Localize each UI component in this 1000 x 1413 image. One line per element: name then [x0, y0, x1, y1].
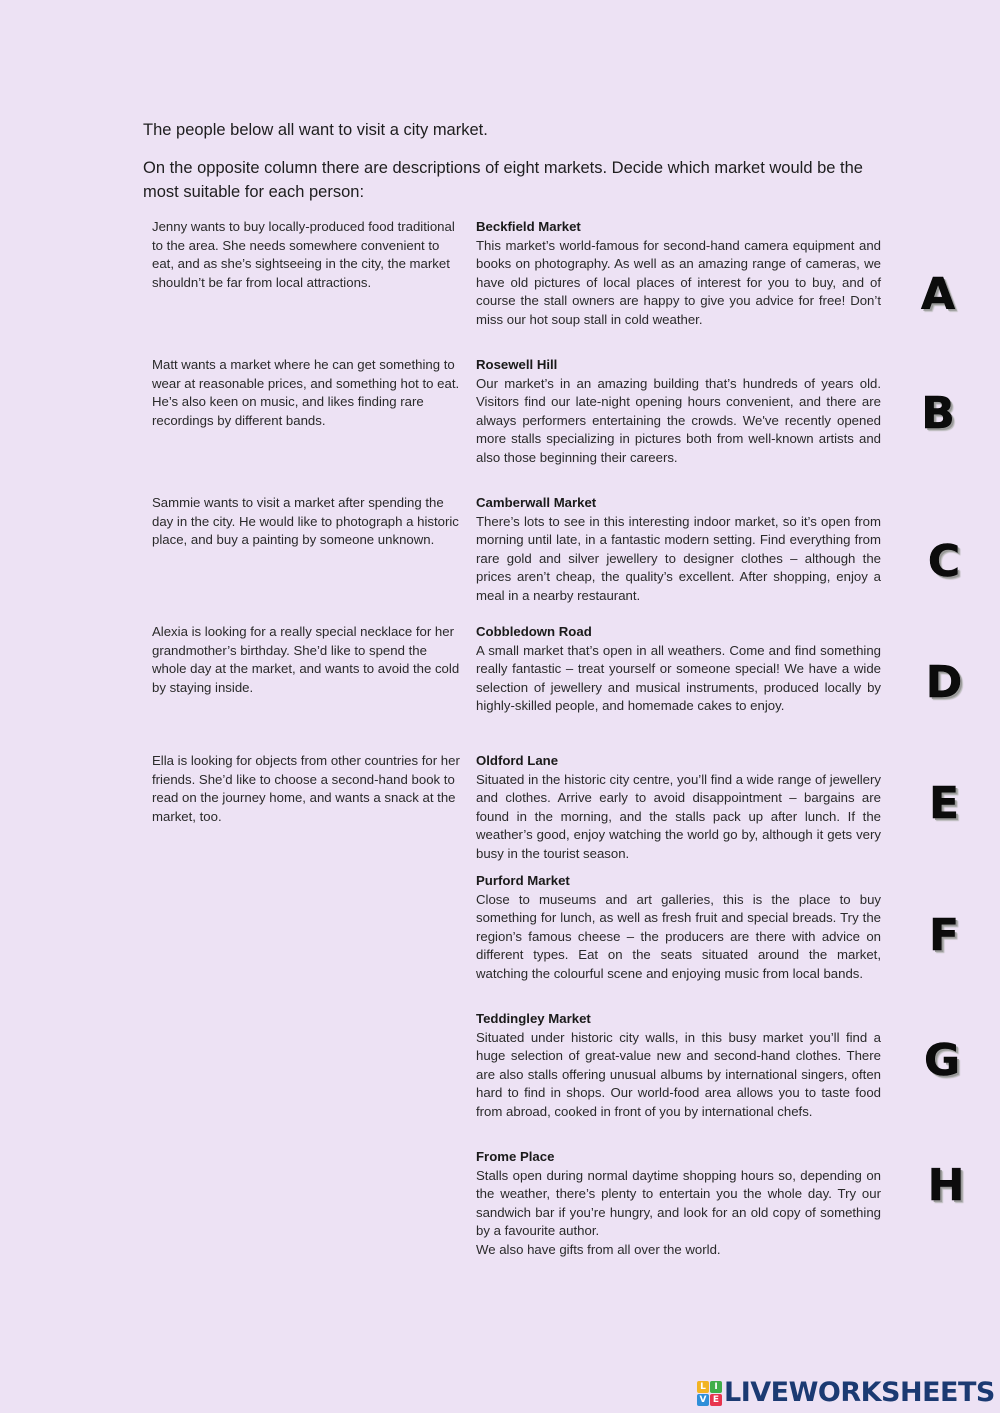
market-description: This market’s world-famous for second-hand camera equipment and books on photography. As well as an amazing range of cameras, we have old pictures of local places of interest for you to buy, and of course the stall owners are happy to give you advice for free! Don’t miss our hot soup stall in cold weather. — [476, 237, 881, 327]
market-title: Cobbledown Road — [476, 624, 592, 639]
market-title: Camberwall Market — [476, 495, 597, 510]
market-title: Oldford Lane — [476, 753, 559, 768]
market-description: Situated under historic city walls, in this busy market you’ll find a huge selection of great-value new and second-hand clothes. There are also stalls offering unusual albums by international singers, often hard to find in shops. Our world-food area allows you to taste food from abroad, cooked in front of you by international chefs. — [476, 1029, 881, 1119]
person-jenny: Jenny wants to buy locally-produced food traditional to the area. She needs somewhere convenient to eat, and as she’s sightseeing in the city, the market shouldn’t be far from local attractions. — [152, 219, 455, 290]
market-f — [476, 872, 881, 983]
logo-tile: V — [697, 1394, 709, 1406]
letter-a: A — [920, 269, 956, 320]
market-title: Purford Market — [476, 873, 570, 888]
logo-text: LIVEWORKSHEETS — [724, 1377, 995, 1408]
market-title: Teddingley Market — [476, 1011, 591, 1026]
market-b — [476, 356, 881, 467]
market-description: Close to museums and art galleries, this is the place to buy something for lunch, as well as fresh fruit and special breads. Try the region’s famous cheese – the producers are there with advice on different types. Eat on the seats situated around the market, watching the colourful scene and enjoying music from local bands. — [476, 891, 881, 981]
letter-g: G — [923, 1035, 961, 1086]
market-g — [476, 1010, 881, 1121]
person-matt: Matt wants a market where he can get something to wear at reasonable prices, and something hot to eat. He’s also keen on music, and likes finding rare recordings by different bands. — [152, 357, 460, 428]
market-title: Beckfield Market — [476, 219, 581, 234]
letter-d: D — [925, 657, 963, 708]
market-e — [476, 752, 881, 863]
market-description: A small market that’s open in all weathers. Come and find something really fantastic – treat yourself or someone special! We have a wide selection of jewellery and musical instruments, produced locally by highly-skilled people, and homemade cakes to enjoy. — [476, 642, 881, 713]
market-d — [476, 623, 881, 716]
letter-f: F — [928, 910, 960, 961]
letter-e: E — [928, 778, 960, 829]
market-title: Rosewell Hill — [476, 357, 558, 372]
market-description-extra: We also have gifts from all over the world. — [476, 1241, 721, 1257]
letter-c: C — [927, 536, 961, 587]
person-alexia: Alexia is looking for a really special necklace for her grandmother’s birthday. She’d like to spend the whole day at the market, and wants to avoid the cold by staying inside. — [152, 624, 460, 695]
intro-line-2: On the opposite column there are descriptions of eight markets. Decide which market would be the most suitable for each person: — [143, 159, 863, 201]
letter-b: B — [921, 388, 955, 439]
intro-line-1: The people below all want to visit a city market. — [143, 121, 488, 139]
market-c — [476, 494, 881, 605]
liveworksheets-logo[interactable] — [697, 1378, 995, 1408]
market-description: Stalls open during normal daytime shopping hours so, depending on the weather, there’s plenty to entertain you the whole day. Try our sandwich bar if you’re hungry, and look for an old copy of something by a favourite author. — [476, 1167, 881, 1238]
person-sammie: Sammie wants to visit a market after spending the day in the city. He would like to photograph a historic place, and buy a painting by someone unknown. — [152, 495, 459, 547]
letter-h: H — [927, 1160, 965, 1211]
market-description: There’s lots to see in this interesting indoor market, so it’s open from morning until late, in a fantastic modern setting. Find everything from rare gold and silver jewellery to designer clothes – although the prices aren’t cheap, the quality’s excellent. After shopping, enjoy a meal in a nearby restaurant. — [476, 513, 881, 603]
market-a — [476, 218, 881, 329]
person-ella: Ella is looking for objects from other countries for her friends. She’d like to choose a second-hand book to read on the journey home, and wants a snack at the market, too. — [152, 753, 460, 824]
logo-tiles-icon — [697, 1381, 722, 1406]
market-description: Our market’s in an amazing building that’s hundreds of years old. Visitors find our late-night opening hours convenient, and there are always performers entertaining the crowds. We've recently opened more stalls specializing in pictures both from well-known artists and also those beginning their careers. — [476, 375, 881, 465]
logo-tile: L — [697, 1381, 709, 1393]
market-h — [476, 1148, 881, 1259]
market-title: Frome Place — [476, 1149, 555, 1164]
logo-tile: I — [710, 1381, 722, 1393]
market-description: Situated in the historic city centre, you’ll find a wide range of jewellery and clothes. Arrive early to avoid disappointment – bargains are found in the morning, and the stalls pack up after lunch. If the weather’s good, enjoy watching the world go by, although it gets very busy in the tourist season. — [476, 771, 881, 861]
logo-tile: E — [710, 1394, 722, 1406]
